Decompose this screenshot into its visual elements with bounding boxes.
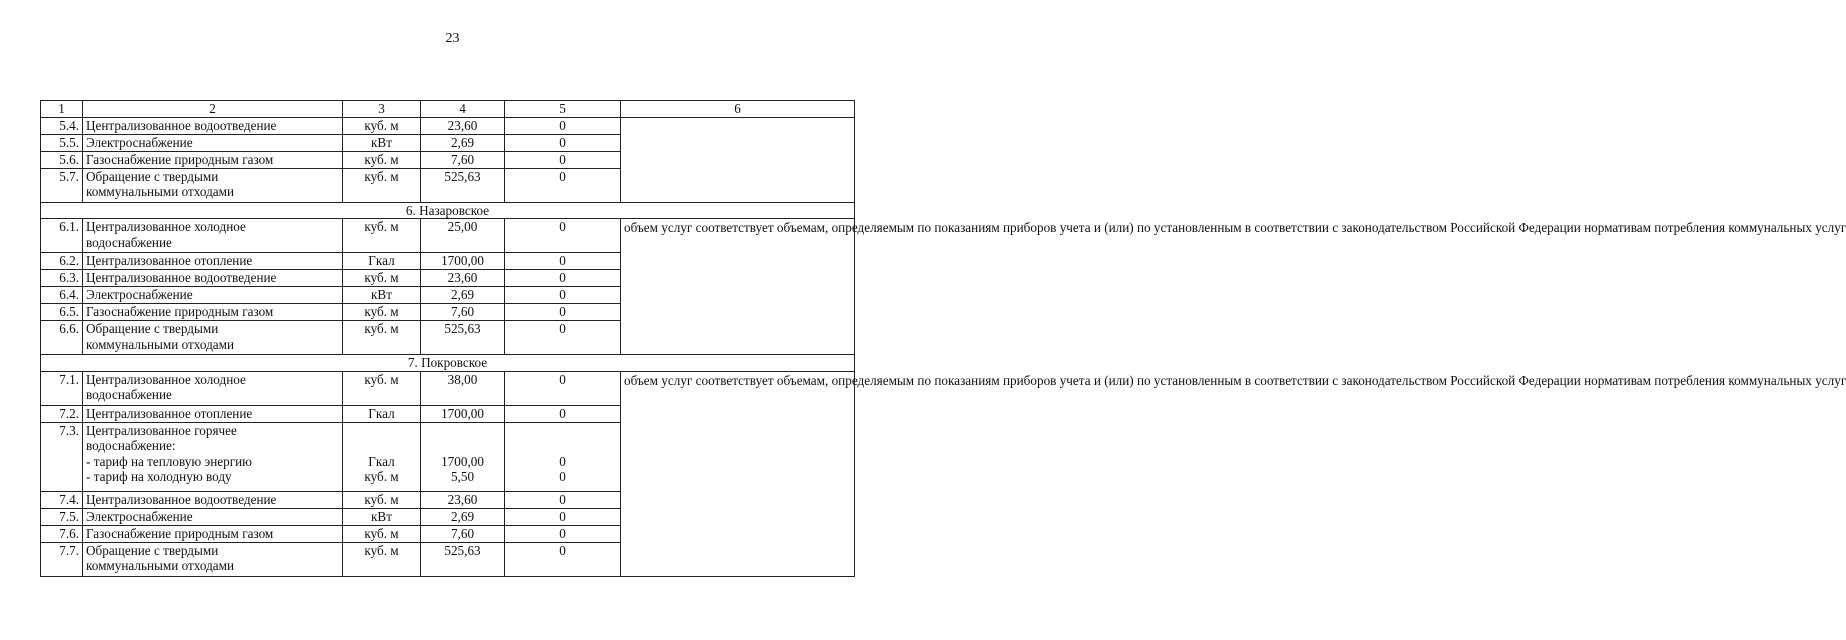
row-number: 6.4. <box>41 287 83 304</box>
cell-line: куб. м <box>364 304 399 319</box>
service-name <box>83 422 343 491</box>
cell-line: 0 <box>559 304 566 319</box>
cell-line: водоснабжение: <box>86 438 176 453</box>
value-cell <box>505 542 621 576</box>
row-number: 6.2. <box>41 253 83 270</box>
unit-cell <box>343 117 421 134</box>
cell-line: 0 <box>559 469 566 484</box>
cell-line: 1700,00 <box>441 453 484 469</box>
section-header-row <box>41 355 855 372</box>
unit-cell <box>343 134 421 151</box>
cell-line: Централизованное отопление <box>86 253 253 268</box>
value-cell <box>505 151 621 168</box>
cell-line: Централизованное холодное <box>86 371 246 387</box>
cell-line: Гкал <box>368 253 395 268</box>
row-number: 5.6. <box>41 151 83 168</box>
cell-line <box>424 423 501 439</box>
cell-line: кВт <box>371 287 392 302</box>
cell-line: куб. м <box>364 117 399 133</box>
unit-cell <box>343 270 421 287</box>
unit-cell <box>343 371 421 405</box>
service-name <box>83 542 343 576</box>
cell-line: 0 <box>559 219 566 234</box>
cell-line: коммунальными отходами <box>86 184 235 199</box>
service-name <box>83 168 343 202</box>
cell-line: 0 <box>559 168 566 184</box>
cell-line: Обращение с твердыми <box>86 542 219 558</box>
unit-cell <box>343 304 421 321</box>
cell-line: Газоснабжение природным газом <box>86 304 274 319</box>
unit-cell <box>343 405 421 422</box>
header-cell: 4 <box>421 101 505 118</box>
cell-line: куб. м <box>364 321 399 336</box>
cell-line: куб. м <box>364 168 399 184</box>
service-name <box>83 371 343 405</box>
cell-line: куб. м <box>364 525 399 541</box>
volume-cell <box>421 321 505 355</box>
unit-cell <box>343 321 421 355</box>
note-cell <box>621 117 855 202</box>
cell-line: - тариф на тепловую энергию <box>86 453 253 469</box>
cell-line: 0 <box>559 453 566 469</box>
cell-line: - тариф на холодную воду <box>86 469 232 484</box>
cell-line: 7,60 <box>450 525 475 541</box>
volume-cell <box>421 542 505 576</box>
section-header-row <box>41 202 855 219</box>
unit-cell <box>343 253 421 270</box>
value-cell <box>505 287 621 304</box>
cell-line <box>508 438 617 454</box>
volume-cell <box>421 491 505 508</box>
cell-line: кВт <box>371 134 392 150</box>
header-cell: 6 <box>621 101 855 118</box>
row-number: 5.7. <box>41 168 83 202</box>
cell-line: коммунальными отходами <box>86 558 235 573</box>
volume-cell <box>421 304 505 321</box>
cell-line: 0 <box>559 151 566 167</box>
cell-line: 1700,00 <box>441 405 484 421</box>
cell-line: водоснабжение <box>86 234 172 250</box>
cell-line: 0 <box>559 542 566 558</box>
cell-line: 2,69 <box>450 508 475 524</box>
cell-line: куб. м <box>364 270 399 285</box>
value-cell <box>505 270 621 287</box>
cell-line <box>346 423 417 439</box>
cell-line: куб. м <box>364 542 399 558</box>
table-row <box>41 219 855 253</box>
volume-cell <box>421 253 505 270</box>
volume-cell <box>421 270 505 287</box>
cell-line: Газоснабжение природным газом <box>86 151 274 167</box>
value-cell <box>505 117 621 134</box>
row-number: 5.4. <box>41 117 83 134</box>
volume-cell <box>421 405 505 422</box>
page-number: 23 <box>445 31 460 46</box>
cell-line: Электроснабжение <box>86 134 193 150</box>
service-name <box>83 304 343 321</box>
cell-line: Гкал <box>368 453 395 469</box>
cell-line: 0 <box>559 287 566 302</box>
cell-line: 0 <box>559 253 566 268</box>
cell-line: 0 <box>559 134 566 150</box>
volume-cell <box>421 422 505 491</box>
cell-line: водоснабжение <box>86 387 172 402</box>
cell-line: 525,63 <box>444 542 481 558</box>
service-name <box>83 253 343 270</box>
service-name <box>83 151 343 168</box>
value-cell <box>505 405 621 422</box>
header-cell: 3 <box>343 101 421 118</box>
header-cell: 1 <box>41 101 83 118</box>
cell-line: Централизованное отопление <box>86 405 253 421</box>
row-number: 6.3. <box>41 270 83 287</box>
cell-line: 38,00 <box>447 371 478 387</box>
service-name <box>83 321 343 355</box>
value-cell <box>505 422 621 491</box>
cell-line: 0 <box>559 525 566 541</box>
unit-cell <box>343 508 421 525</box>
value-cell <box>505 321 621 355</box>
cell-line <box>346 438 417 454</box>
cell-line: 525,63 <box>444 321 481 336</box>
unit-cell <box>343 287 421 304</box>
volume-cell <box>421 525 505 542</box>
service-name <box>83 491 343 508</box>
section-title: 7. Покровское <box>41 355 855 372</box>
cell-line: 2,69 <box>450 134 475 150</box>
value-cell <box>505 134 621 151</box>
row-number: 7.6. <box>41 525 83 542</box>
cell-line: кВт <box>371 508 392 524</box>
row-number: 7.2. <box>41 405 83 422</box>
cell-line: 1700,00 <box>441 253 484 268</box>
volume-cell <box>421 151 505 168</box>
header-cell: 2 <box>83 101 343 118</box>
cell-line: 0 <box>559 491 566 507</box>
row-number: 7.7. <box>41 542 83 576</box>
cell-line: куб. м <box>364 219 399 234</box>
service-name <box>83 219 343 253</box>
cell-line: Централизованное водоотведение <box>86 491 277 507</box>
section-title: 6. Назаровское <box>41 202 855 219</box>
value-cell <box>505 371 621 405</box>
table-body <box>41 101 1846 577</box>
volume-cell <box>421 508 505 525</box>
cell-line: 525,63 <box>444 168 481 184</box>
value-cell <box>505 168 621 202</box>
cell-line: 0 <box>559 321 566 336</box>
value-cell <box>505 304 621 321</box>
cell-line: 0 <box>559 270 566 285</box>
cell-line: 0 <box>559 117 566 133</box>
cell-line: куб. м <box>364 371 399 387</box>
cell-line: куб. м <box>364 491 399 507</box>
cell-line: Обращение с твердыми <box>86 321 219 336</box>
cell-line: Централизованное водоотведение <box>86 270 277 285</box>
row-number: 6.6. <box>41 321 83 355</box>
row-number: 5.5. <box>41 134 83 151</box>
value-cell <box>505 525 621 542</box>
unit-cell <box>343 219 421 253</box>
row-number: 7.5. <box>41 508 83 525</box>
volume-cell <box>421 117 505 134</box>
value-cell <box>505 491 621 508</box>
volume-cell <box>421 371 505 405</box>
service-name <box>83 117 343 134</box>
cell-line: Централизованное водоотведение <box>86 117 277 133</box>
value-cell <box>505 508 621 525</box>
volume-cell <box>421 168 505 202</box>
row-number: 7.1. <box>41 371 83 405</box>
cell-line: куб. м <box>364 469 399 484</box>
service-name <box>83 508 343 525</box>
row-number: 6.5. <box>41 304 83 321</box>
cell-line: Централизованное холодное <box>86 219 246 234</box>
service-name <box>83 134 343 151</box>
cell-line <box>424 438 501 454</box>
table-row <box>41 117 855 134</box>
cell-line: 5,50 <box>450 469 475 484</box>
service-name <box>83 270 343 287</box>
tariff-table <box>40 100 1846 577</box>
note-cell: объем услуг соответствует объемам, определяемым по показаниям приборов учета и (или) по установленным в соответствии с законодательством Российской Федерации нормативам потребления коммунальных услуг <box>621 371 855 576</box>
cell-line: Электроснабжение <box>86 508 193 524</box>
row-number: 6.1. <box>41 219 83 253</box>
cell-line: Централизованное горячее <box>86 422 237 438</box>
volume-cell <box>421 219 505 253</box>
value-cell <box>505 219 621 253</box>
service-name <box>83 287 343 304</box>
unit-cell <box>343 422 421 491</box>
cell-line: Обращение с твердыми <box>86 168 219 184</box>
cell-line: куб. м <box>364 151 399 167</box>
cell-line: коммунальными отходами <box>86 336 235 352</box>
cell-line: Электроснабжение <box>86 287 193 302</box>
cell-line <box>508 423 617 439</box>
service-name <box>83 405 343 422</box>
cell-line: 0 <box>559 405 566 421</box>
volume-cell <box>421 287 505 304</box>
cell-line: 2,69 <box>450 287 475 302</box>
unit-cell <box>343 151 421 168</box>
cell-line: 7,60 <box>450 151 475 167</box>
value-cell <box>505 253 621 270</box>
cell-line: 25,00 <box>447 219 478 234</box>
header-cell: 5 <box>505 101 621 118</box>
cell-line: Газоснабжение природным газом <box>86 525 274 541</box>
row-number: 7.3. <box>41 422 83 491</box>
cell-line: 23,60 <box>447 491 478 507</box>
table-row <box>41 371 855 405</box>
unit-cell <box>343 542 421 576</box>
cell-line: Гкал <box>368 405 395 421</box>
cell-line: 23,60 <box>447 117 478 133</box>
note-cell: объем услуг соответствует объемам, определяемым по показаниям приборов учета и (или) по установленным в соответствии с законодательством Российской Федерации нормативам потребления коммунальных услуг <box>621 219 855 355</box>
unit-cell <box>343 525 421 542</box>
cell-line: 23,60 <box>447 270 478 285</box>
unit-cell <box>343 491 421 508</box>
unit-cell <box>343 168 421 202</box>
service-name <box>83 525 343 542</box>
header-row <box>41 101 855 118</box>
volume-cell <box>421 134 505 151</box>
row-number: 7.4. <box>41 491 83 508</box>
cell-line: 0 <box>559 371 566 387</box>
cell-line: 7,60 <box>450 304 475 319</box>
cell-line: 0 <box>559 508 566 524</box>
